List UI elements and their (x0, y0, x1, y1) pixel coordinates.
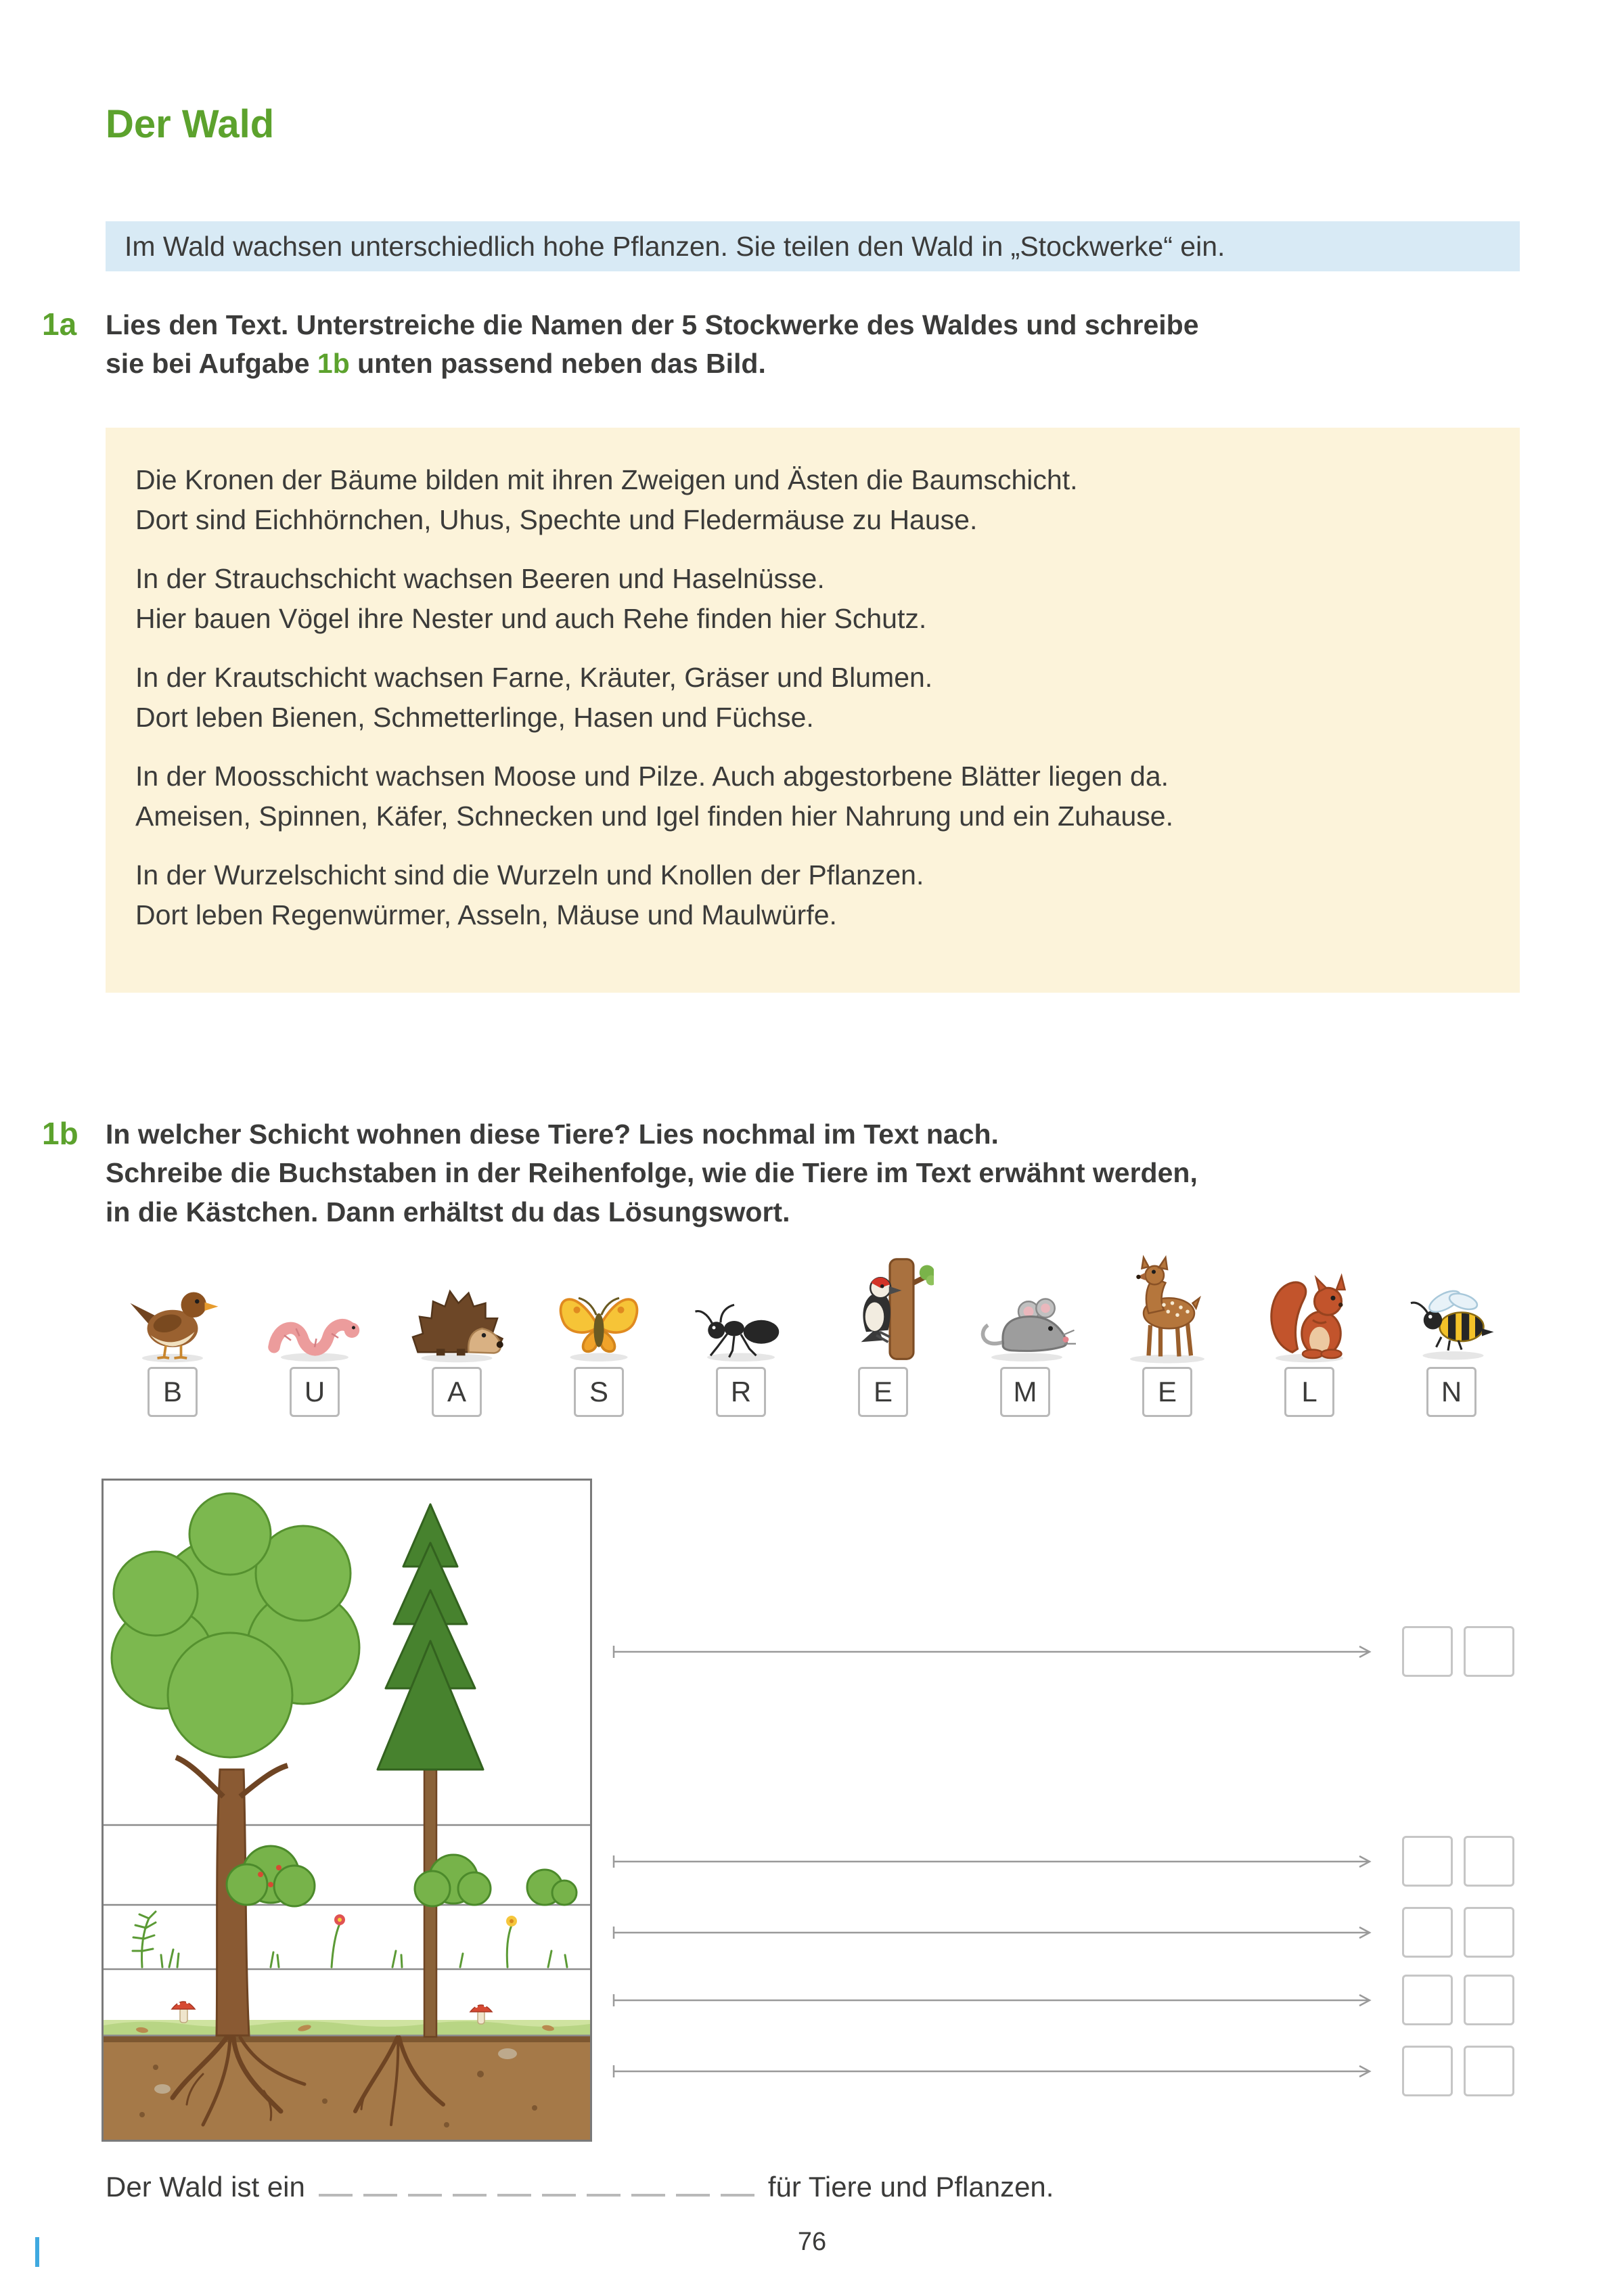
animal-letter: N (1441, 1376, 1462, 1408)
animal-letter: A (447, 1376, 466, 1408)
animal-letter-box (432, 1367, 482, 1417)
solution-text-before: Der Wald ist ein (106, 2171, 305, 2203)
animal-letter-box (1284, 1367, 1334, 1417)
animal-letter-box (290, 1367, 340, 1417)
animal-letter-box (148, 1367, 198, 1417)
reading-paragraph-3 (135, 658, 1490, 738)
ant-icon (690, 1254, 792, 1364)
answer-box[interactable] (1464, 2046, 1514, 2096)
task-1a-number: 1a (42, 307, 77, 342)
answer-box[interactable] (1464, 1907, 1514, 1958)
layer-arrow-shrub (612, 1853, 1385, 1870)
animal-letter: M (1013, 1376, 1037, 1408)
page-title: Der Wald (106, 102, 275, 146)
animal-item-woodpecker (812, 1249, 954, 1417)
reading-paragraph-4 (135, 757, 1490, 836)
task-1a-line2-before: sie bei Aufgabe (106, 348, 317, 380)
animal-letter-box (1142, 1367, 1192, 1417)
animal-item-bird (102, 1249, 244, 1417)
animal-letter: B (162, 1376, 182, 1408)
task-1b-line3: in die Kästchen. Dann erhältst du das Lösungswort. (106, 1196, 790, 1228)
solution-blank[interactable] (721, 2169, 754, 2197)
hedgehog-icon (406, 1254, 508, 1364)
solution-text-after: für Tiere und Pflanzen. (767, 2171, 1054, 2203)
task-1a-ref: 1b (317, 348, 350, 380)
task-1a-line1: Lies den Text. Unterstreiche die Namen der 5 Stockwerke des Waldes und schreibe (106, 309, 1199, 340)
animal-letter: E (1157, 1376, 1177, 1408)
solution-sentence (106, 2169, 1054, 2203)
deer-icon (1116, 1254, 1218, 1364)
task-1b-text (106, 1115, 1527, 1232)
reading-line: Dort leben Regenwürmer, Asseln, Mäuse und Maulwürfe. (135, 899, 837, 931)
task-1b-number: 1b (42, 1116, 78, 1151)
solution-blank[interactable] (453, 2169, 487, 2197)
answer-pair-tree (1402, 1626, 1514, 1677)
reading-paragraph-1 (135, 460, 1490, 540)
answer-box[interactable] (1402, 1626, 1453, 1677)
reading-line: In der Moosschicht wachsen Moose und Pilze. Auch abgestorbene Blätter liegen da. (135, 761, 1169, 792)
reading-line: Dort leben Bienen, Schmetterlinge, Hasen und Füchse. (135, 702, 814, 734)
answer-pair-herb (1402, 1907, 1514, 1958)
worm-icon (264, 1254, 365, 1364)
layer-arrow-tree (612, 1643, 1385, 1661)
animal-item-wasp (1380, 1249, 1522, 1417)
animal-letter-box (716, 1367, 766, 1417)
wasp-icon (1401, 1254, 1502, 1364)
solution-blank[interactable] (631, 2169, 665, 2197)
reading-line: Dort sind Eichhörnchen, Uhus, Spechte und Fledermäuse zu Hause. (135, 504, 978, 536)
forest-layers-diagram (102, 1479, 1524, 2142)
animal-letter-box (1000, 1367, 1050, 1417)
animal-item-hedgehog (386, 1249, 528, 1417)
reading-line: Die Kronen der Bäume bilden mit ihren Zweigen und Ästen die Baumschicht. (135, 464, 1078, 495)
animal-item-deer (1096, 1249, 1238, 1417)
layer-arrow-moss (612, 1991, 1385, 2009)
solution-blank[interactable] (587, 2169, 621, 2197)
answer-box[interactable] (1402, 1907, 1453, 1958)
reading-paragraph-5 (135, 855, 1490, 935)
answer-box[interactable] (1402, 2046, 1453, 2096)
solution-blank[interactable] (319, 2169, 353, 2197)
reading-line: In der Wurzelschicht sind die Wurzeln und Knollen der Pflanzen. (135, 859, 924, 891)
layer-arrow-herb (612, 1924, 1385, 1941)
reading-line: Ameisen, Spinnen, Käfer, Schnecken und Igel finden hier Nahrung und ein Zuhause. (135, 801, 1173, 832)
reading-line: In der Strauchschicht wachsen Beeren und Haselnüsse. (135, 563, 825, 595)
answer-box[interactable] (1402, 1836, 1453, 1887)
bird-icon (122, 1254, 223, 1364)
task-1b (42, 1115, 1527, 1232)
answer-box[interactable] (1464, 1836, 1514, 1887)
animal-letter: R (730, 1376, 752, 1408)
intro-text: Im Wald wachsen unterschiedlich hohe Pflanzen. Sie teilen den Wald in „Stockwerke“ ein. (125, 230, 1225, 262)
animal-letter: U (304, 1376, 325, 1408)
solution-blanks[interactable] (313, 2169, 760, 2203)
task-1a (42, 306, 1527, 384)
woodpecker-icon (832, 1254, 934, 1364)
animals-row (102, 1249, 1524, 1417)
reading-text-box (106, 428, 1520, 993)
reading-line: Hier bauen Vögel ihre Nester und auch Rehe finden hier Schutz. (135, 603, 927, 635)
solution-blank[interactable] (408, 2169, 442, 2197)
animal-letter-box (574, 1367, 624, 1417)
task-1a-line2-after: unten passend neben das Bild. (349, 348, 766, 380)
answer-pair-root (1402, 2046, 1514, 2096)
reading-line: In der Krautschicht wachsen Farne, Kräuter, Gräser und Blumen. (135, 662, 933, 694)
squirrel-icon (1259, 1254, 1360, 1364)
solution-blank[interactable] (497, 2169, 531, 2197)
reading-paragraph-2 (135, 559, 1490, 639)
answer-box[interactable] (1464, 1975, 1514, 2025)
animal-item-mouse (954, 1249, 1096, 1417)
mouse-icon (974, 1254, 1076, 1364)
task-1b-line1: In welcher Schicht wohnen diese Tiere? Lies nochmal im Text nach. (106, 1119, 999, 1150)
animal-item-ant (670, 1249, 812, 1417)
animal-letter: L (1301, 1376, 1317, 1408)
task-1b-line2: Schreibe die Buchstaben in der Reihenfolge, wie die Tiere im Text erwähnt werden, (106, 1157, 1198, 1189)
answer-pair-moss (1402, 1975, 1514, 2025)
animal-letter: E (873, 1376, 893, 1408)
solution-blank[interactable] (542, 2169, 576, 2197)
task-1a-text (106, 306, 1527, 384)
answer-pair-shrub (1402, 1836, 1514, 1887)
animal-letter-box (1426, 1367, 1476, 1417)
animal-item-worm (244, 1249, 386, 1417)
solution-blank[interactable] (363, 2169, 397, 2197)
animal-item-butterfly (528, 1249, 670, 1417)
animal-letter: S (589, 1376, 608, 1408)
forest-layers-illustration (102, 1479, 592, 2142)
butterfly-icon (548, 1254, 650, 1364)
animal-letter-box (858, 1367, 908, 1417)
solution-blank[interactable] (676, 2169, 710, 2197)
print-mark (35, 2237, 39, 2267)
layer-arrow-root (612, 2063, 1385, 2080)
intro-box (106, 221, 1520, 271)
answer-box[interactable] (1464, 1626, 1514, 1677)
page-number: 76 (797, 2228, 827, 2256)
animal-item-squirrel (1238, 1249, 1380, 1417)
answer-box[interactable] (1402, 1975, 1453, 2025)
